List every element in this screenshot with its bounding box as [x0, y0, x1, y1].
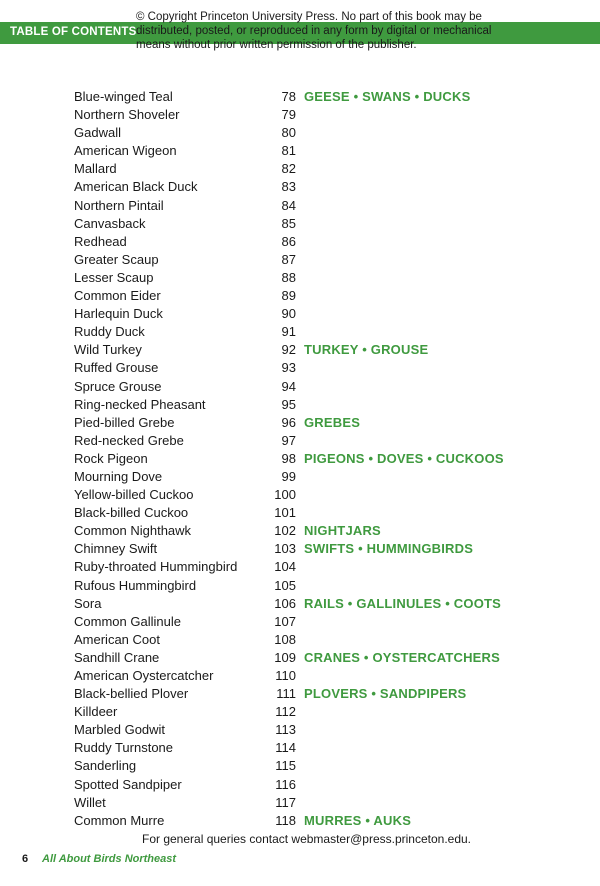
toc-section-heading: GEESE • SWANS • DUCKS [304, 89, 471, 104]
toc-entry-name: Rock Pigeon [74, 450, 148, 466]
toc-row [74, 396, 574, 414]
book-title: All About Birds Northeast [42, 853, 177, 865]
toc-entry-page: 109 [274, 649, 296, 665]
toc-entry-page: 102 [274, 523, 296, 539]
toc-entry-name: Gadwall [74, 125, 121, 141]
toc-row [74, 197, 574, 215]
toc-entry-name: Redhead [74, 233, 127, 249]
toc-entry-page: 104 [274, 559, 296, 575]
toc-entry-name: Spruce Grouse [74, 378, 162, 394]
toc-entry-name: Willet [74, 794, 106, 810]
toc-row [74, 359, 574, 377]
toc-row [74, 215, 574, 233]
toc-entry-name: Common Nighthawk [74, 523, 192, 539]
toc-row [74, 739, 574, 757]
toc-section-heading: RAILS • GALLINULES • COOTS [304, 595, 502, 611]
toc-row [74, 558, 574, 576]
toc-row [74, 577, 574, 595]
toc-entry-name: Northern Pintail [74, 197, 164, 213]
toc-entry-name: Lesser Scaup [74, 269, 154, 285]
toc-entry-name: Spotted Sandpiper [74, 776, 182, 792]
toc-row [74, 540, 574, 558]
toc-row [74, 504, 574, 522]
toc-row [74, 323, 574, 341]
toc-entry-page: 108 [274, 631, 296, 647]
toc-entry-page: 88 [281, 269, 296, 285]
table-of-contents [74, 88, 574, 830]
toc-entry-page: 87 [281, 251, 296, 267]
toc-row [74, 522, 574, 540]
toc-entry-page: 83 [281, 179, 296, 195]
toc-row [74, 721, 574, 739]
toc-entry-name: Yellow-billed Cuckoo [74, 487, 194, 503]
copyright-notice: © Copyright Princeton University Press. No part of this book may be distributed, posted, or reproduced in any form by digital or mechanical means without prior written permission of the publisher. [136, 11, 492, 51]
toc-entry-page: 85 [281, 215, 296, 231]
toc-entry-page: 82 [281, 161, 296, 177]
toc-row [74, 667, 574, 685]
toc-row [74, 414, 574, 432]
toc-entry-name: Chimney Swift [74, 541, 158, 557]
toc-entry-page: 117 [275, 794, 296, 810]
toc-row [74, 649, 574, 667]
toc-entry-name: Sanderling [74, 758, 137, 774]
toc-entry-page: 81 [281, 143, 296, 159]
toc-entry-page: 92 [281, 342, 296, 358]
toc-row [74, 160, 574, 178]
toc-row [74, 486, 574, 504]
toc-row [74, 305, 574, 323]
toc-entry-name: Northern Shoveler [74, 107, 180, 123]
toc-entry-page: 105 [274, 577, 296, 593]
toc-row [74, 378, 574, 396]
toc-row [74, 88, 574, 106]
toc-entry-page: 89 [281, 288, 296, 304]
toc-entry-name: Black-billed Cuckoo [74, 505, 189, 521]
toc-entry-page: 114 [275, 740, 296, 756]
toc-row [74, 233, 574, 251]
toc-entry-name: Ruffed Grouse [74, 360, 159, 376]
page-number: 6 [22, 853, 29, 865]
toc-entry-name: American Wigeon [74, 143, 177, 159]
toc-entry-page: 86 [281, 233, 296, 249]
toc-section-heading: MURRES • AUKS [304, 812, 412, 828]
toc-section-heading: SWIFTS • HUMMINGBIRDS [304, 541, 474, 557]
toc-entry-name: Ruddy Turnstone [74, 740, 174, 756]
toc-entry-page: 118 [275, 812, 296, 828]
toc-row [74, 124, 574, 142]
toc-row [74, 757, 574, 775]
toc-entry-name: Ruby-throated Hummingbird [74, 559, 238, 575]
toc-row [74, 341, 574, 359]
toc-row [74, 269, 574, 287]
toc-row [74, 631, 574, 649]
toc-entry-name: Greater Scaup [74, 251, 159, 267]
toc-entry-page: 115 [275, 758, 296, 774]
toc-entry-page: 111 [276, 686, 296, 702]
toc-entry-name: Sora [74, 595, 102, 611]
toc-entry-page: 93 [281, 360, 296, 376]
toc-section-heading: NIGHTJARS [304, 523, 381, 539]
toc-row [74, 450, 574, 468]
toc-entry-name: Canvasback [74, 215, 146, 231]
toc-entry-name: American Oystercatcher [74, 668, 214, 683]
toc-entry-name: Red-necked Grebe [74, 432, 184, 448]
toc-entry-name: Black-bellied Plover [74, 686, 189, 702]
footer-contact-note: For general queries contact webmaster@press.princeton.edu. [142, 832, 472, 846]
toc-row [74, 251, 574, 269]
toc-entry-page: 84 [281, 197, 296, 213]
toc-entry-name: Common Eider [74, 288, 161, 304]
page-title: TABLE OF CONTENTS [10, 26, 137, 38]
toc-entry-name: Pied-billed Grebe [74, 414, 175, 430]
toc-row [74, 287, 574, 305]
toc-entry-name: Wild Turkey [74, 342, 142, 358]
toc-entry-page: 113 [275, 722, 296, 738]
toc-entry-name: Killdeer [74, 704, 118, 720]
toc-row [74, 776, 574, 794]
toc-entry-name: Blue-winged Teal [74, 89, 173, 104]
toc-entry-name: Harlequin Duck [74, 306, 163, 322]
toc-entry-name: Marbled Godwit [74, 722, 166, 738]
toc-row [74, 794, 574, 812]
toc-row [74, 178, 574, 196]
toc-entry-name: Rufous Hummingbird [74, 577, 197, 593]
toc-entry-page: 112 [275, 704, 296, 720]
toc-section-heading: CRANES • OYSTERCATCHERS [304, 649, 500, 665]
toc-entry-page: 95 [281, 396, 296, 412]
toc-row [74, 812, 574, 830]
toc-entry-page: 96 [281, 414, 296, 430]
toc-row [74, 106, 574, 124]
toc-entry-page: 78 [281, 89, 296, 104]
toc-row [74, 468, 574, 486]
toc-entry-page: 100 [274, 487, 296, 503]
toc-entry-page: 110 [275, 668, 296, 683]
toc-section-heading: PLOVERS • SANDPIPERS [304, 686, 467, 702]
toc-section-heading: TURKEY • GROUSE [304, 342, 429, 358]
toc-entry-name: Ruddy Duck [74, 324, 145, 340]
toc-row [74, 613, 574, 631]
toc-entry-name: Mourning Dove [74, 468, 163, 484]
toc-entry-name: Ring-necked Pheasant [74, 396, 206, 412]
toc-entry-name: American Black Duck [74, 179, 198, 195]
toc-row [74, 432, 574, 450]
toc-entry-name: Mallard [74, 161, 117, 177]
toc-section-heading: GREBES [304, 414, 361, 430]
toc-entry-name: Common Gallinule [74, 613, 181, 629]
toc-entry-page: 90 [281, 306, 296, 322]
toc-row [74, 142, 574, 160]
toc-entry-page: 101 [274, 505, 296, 521]
toc-entry-page: 98 [281, 450, 296, 466]
toc-entry-page: 103 [274, 541, 296, 557]
toc-entry-page: 80 [281, 125, 296, 141]
toc-section-heading: PIGEONS • DOVES • CUCKOOS [304, 450, 504, 466]
toc-entry-name: Sandhill Crane [74, 649, 160, 665]
toc-row [74, 703, 574, 721]
toc-row [74, 595, 574, 613]
toc-entry-page: 97 [281, 432, 296, 448]
toc-entry-page: 94 [281, 378, 296, 394]
toc-entry-page: 116 [275, 776, 296, 792]
toc-entry-name: Common Murre [74, 812, 165, 828]
toc-entry-page: 106 [274, 595, 296, 611]
toc-entry-page: 107 [274, 613, 296, 629]
toc-entry-page: 91 [281, 324, 296, 340]
toc-row [74, 685, 574, 703]
toc-entry-page: 79 [281, 107, 296, 123]
toc-entry-name: American Coot [74, 631, 160, 647]
toc-entry-page: 99 [281, 468, 296, 484]
